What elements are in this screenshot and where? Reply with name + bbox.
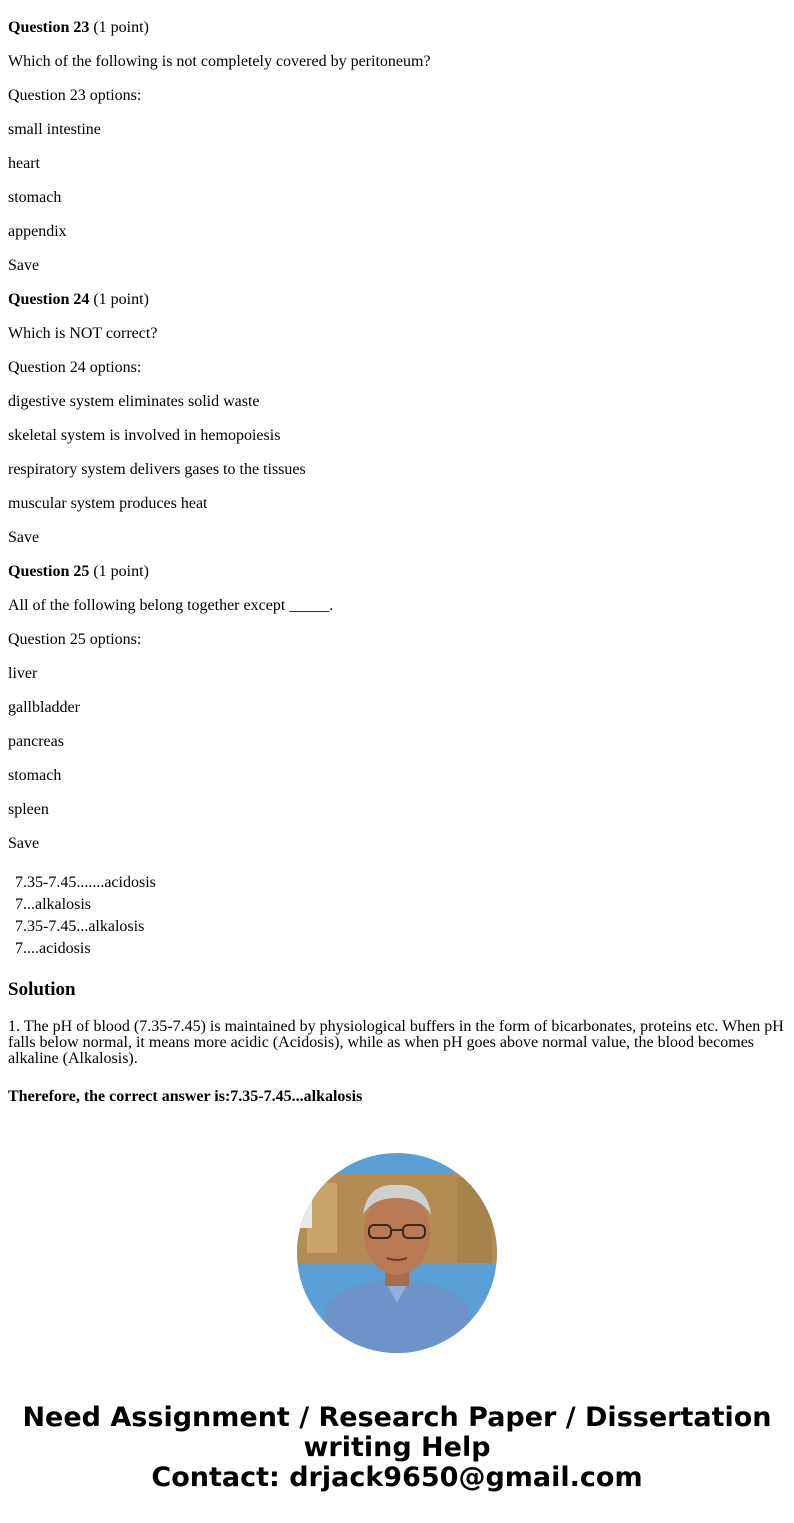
solution-text: 1. The pH of blood (7.35-7.45) is maintained by physiological buffers in the form of bicarbonates, proteins etc. When pH falls below normal, it means more acidic (Acidosis), while as when pH goes above normal value, the blood becomes alkaline (Alkalosis). bbox=[8, 1018, 784, 1067]
question-23-prompt: Which of the following is not completely covered by peritoneum? bbox=[8, 53, 431, 70]
promo-line: writing Help bbox=[303, 1432, 491, 1463]
option-item[interactable]: stomach bbox=[8, 767, 62, 784]
option-item[interactable]: respiratory system delivers gases to the tissues bbox=[8, 461, 306, 478]
option-item[interactable]: stomach bbox=[8, 189, 62, 206]
question-23-header bbox=[8, 19, 149, 37]
question-25-prompt: All of the following belong together except _____. bbox=[8, 597, 334, 614]
option-item[interactable]: spleen bbox=[8, 801, 49, 818]
promo-banner bbox=[0, 1403, 794, 1493]
ph-option: 7....acidosis bbox=[15, 940, 91, 957]
save-button[interactable]: Save bbox=[8, 835, 40, 852]
promo-line: Need Assignment / Research Paper / Dissertation bbox=[22, 1402, 772, 1433]
ph-option: 7.35-7.45...alkalosis bbox=[15, 918, 145, 935]
question-25-options-label: Question 25 options: bbox=[8, 631, 142, 648]
question-title: Question 23 bbox=[8, 19, 90, 36]
question-title: Question 24 bbox=[8, 291, 90, 308]
question-25-header bbox=[8, 563, 149, 581]
avatar bbox=[297, 1153, 497, 1353]
option-item[interactable]: appendix bbox=[8, 223, 67, 240]
question-24-prompt: Which is NOT correct? bbox=[8, 325, 158, 342]
question-points: (1 point) bbox=[93, 19, 149, 36]
ph-option: 7.35-7.45.......acidosis bbox=[15, 874, 156, 891]
solution-answer: Therefore, the correct answer is:7.35-7.45...alkalosis bbox=[8, 1088, 363, 1105]
promo-contact[interactable]: Contact: drjack9650@gmail.com bbox=[151, 1462, 643, 1493]
option-item[interactable]: pancreas bbox=[8, 733, 64, 750]
question-24-options-label: Question 24 options: bbox=[8, 359, 142, 376]
avatar-portrait bbox=[297, 1153, 497, 1353]
option-item[interactable]: muscular system produces heat bbox=[8, 495, 208, 512]
ph-option: 7...alkalosis bbox=[15, 896, 91, 913]
ph-options-list bbox=[15, 872, 156, 960]
solution-heading: Solution bbox=[8, 979, 76, 1000]
option-item[interactable]: digestive system eliminates solid waste bbox=[8, 393, 260, 410]
question-23-options-label: Question 23 options: bbox=[8, 87, 142, 104]
save-button[interactable]: Save bbox=[8, 257, 40, 274]
save-button[interactable]: Save bbox=[8, 529, 40, 546]
question-24-header bbox=[8, 291, 149, 309]
option-item[interactable]: liver bbox=[8, 665, 38, 682]
option-item[interactable]: heart bbox=[8, 155, 40, 172]
option-item[interactable]: skeletal system is involved in hemopoiesis bbox=[8, 427, 281, 444]
question-points: (1 point) bbox=[93, 291, 149, 308]
question-points: (1 point) bbox=[93, 563, 149, 580]
question-title: Question 25 bbox=[8, 563, 90, 580]
option-item[interactable]: small intestine bbox=[8, 121, 101, 138]
option-item[interactable]: gallbladder bbox=[8, 699, 80, 716]
